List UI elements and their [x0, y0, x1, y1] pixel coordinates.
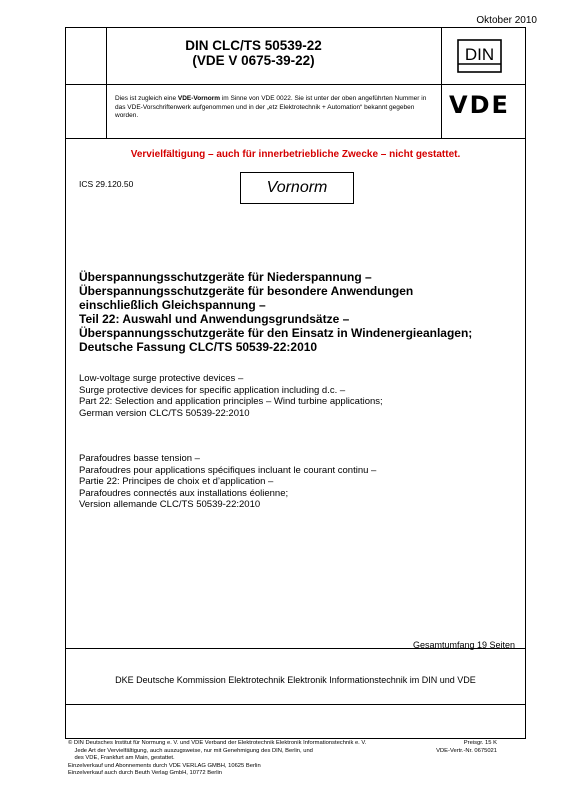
title-english-line: Low-voltage surge protective devices – — [79, 373, 244, 384]
price-group: Preisgr. 15 K — [463, 740, 497, 746]
document-type-box: Vornorm — [240, 172, 354, 204]
price-info — [436, 740, 497, 755]
vde-note-prefix: Dies ist zugleich eine — [115, 95, 178, 102]
ics-code: ICS 29.120.50 — [79, 179, 134, 189]
din-logo — [457, 39, 502, 73]
title-french-line: Parafoudres basse tension – — [79, 453, 200, 464]
copyright-line: © DIN Deutsches Institut für Normung e. V. und VDE Verband der Elektrotechnik Elektronik Informationstechnik e. V. — [68, 740, 367, 746]
standard-number: DIN CLC/TS 50539-22 — [185, 38, 322, 53]
total-pages: Gesamtumfang 19 Seiten — [412, 640, 515, 650]
title-english-line: Part 22: Selection and application principles – Wind turbine applications; — [79, 396, 383, 407]
copyright-line: des VDE, Frankfurt am Main, gestattet. — [68, 755, 175, 762]
cover-frame — [65, 27, 526, 777]
divider — [66, 704, 525, 705]
din-logo-text: DIN — [464, 45, 495, 64]
sales-line: Einzelverkauf auch durch Beuth Verlag GmbH, 10772 Berlin — [68, 770, 223, 777]
vde-note-bold: VDE-Vornorm — [177, 95, 221, 102]
title-english-line: Surge protective devices for specific application including d.c. – — [79, 384, 346, 396]
copyright-notice — [68, 740, 408, 778]
committee: DKE Deutsche Kommission Elektrotechnik Elektronik Informationstechnik im DIN und VDE — [115, 675, 476, 685]
title-french-line: Partie 22: Principes de choix et d’application – — [79, 476, 274, 487]
title-french — [79, 453, 519, 511]
divider — [441, 28, 442, 138]
title-german-line: Überspannungsschutzgeräte für den Einsatz in Windenergieanlagen; — [79, 326, 473, 340]
title-french-line: Parafoudres pour applications spécifiques incluant le courant continu – — [79, 464, 377, 476]
title-german-line: Teil 22: Auswahl und Anwendungsgrundsätze – — [79, 312, 350, 326]
copy-warning: Vervielfältigung – auch für innerbetriebliche Zwecke – nicht gestattet. — [130, 149, 461, 160]
divider — [66, 84, 525, 85]
title-german-line: Deutsche Fassung CLC/TS 50539-22:2010 — [79, 340, 318, 354]
vde-classification-number: (VDE V 0675-39-22) — [192, 53, 315, 68]
title-german — [79, 270, 519, 354]
title-french-line: Version allemande CLC/TS 50539-22:2010 — [79, 499, 261, 510]
vde-note-suffix: im Sinne von VDE 0022. Sie ist unter der oben angeführten Nummer in das VDE-Vorschriftenwerk aufgenommen und in der „etz Elektrotechnik + Automation“ bekannt gegeben worden. — [115, 95, 427, 119]
publication-date: Oktober 2010 — [476, 15, 537, 26]
title-german-line: Überspannungsschutzgeräte für Niederspannung – — [79, 270, 372, 284]
title-german-line: einschließlich Gleichspannung – — [79, 298, 266, 312]
sales-line: Einzelverkauf und Abonnements durch VDE VERLAG GMBH, 10625 Berlin — [68, 762, 261, 769]
vde-distribution-number: VDE-Vertr.-Nr. 0675021 — [436, 747, 497, 754]
divider — [66, 138, 525, 139]
title-french-line: Parafoudres connectés aux installations éolienne; — [79, 487, 289, 499]
title-english-line: German version CLC/TS 50539-22:2010 — [79, 407, 250, 419]
copyright-line: Jede Art der Vervielfältigung, auch auszugsweise, nur mit Genehmigung des DIN, Berlin, und — [68, 747, 313, 754]
title-german-line: Überspannungsschutzgeräte für besondere Anwendungen — [79, 284, 414, 298]
vde-note — [115, 95, 437, 121]
standard-header — [66, 38, 441, 68]
title-english — [79, 373, 519, 419]
vde-logo: VDE — [449, 91, 510, 119]
